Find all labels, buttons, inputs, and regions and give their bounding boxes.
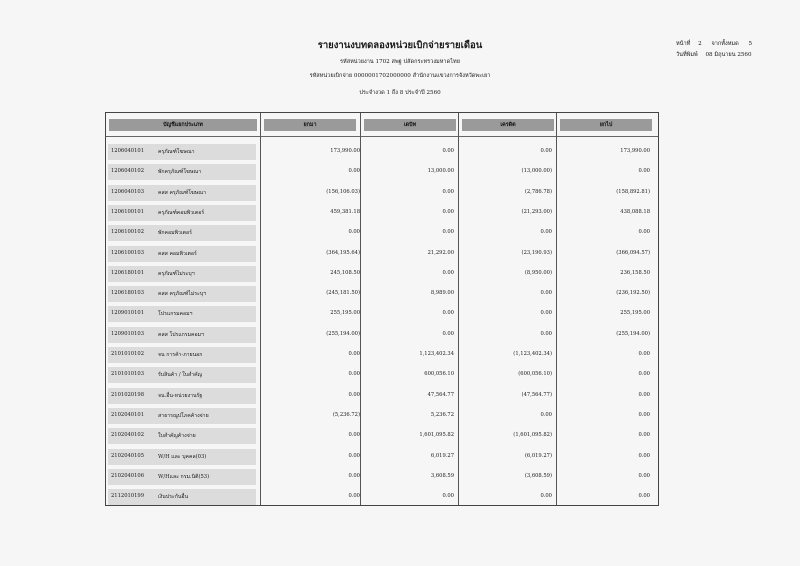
carried-forward-value: 0.00 (638, 493, 650, 500)
carried-forward-value: 0.00 (638, 411, 650, 418)
debit-value: 21,292.00 (427, 249, 454, 256)
page-number: 2 (698, 41, 702, 47)
page-of-label: จากทั้งหมด (711, 41, 739, 47)
account-name: จน การค้า-ภายนอก (158, 352, 203, 358)
account-name: คสส โปรแกรมคอมฯ (158, 331, 204, 338)
account-name: พักครุภัณฑ์โฆษณา (158, 169, 202, 176)
debit-value: 0.00 (442, 493, 454, 500)
account-code: 2102040101 (111, 411, 145, 418)
account-name: ใบสำคัญค้างจ่าย (158, 433, 196, 440)
brought-forward-value: 0.00 (348, 472, 360, 479)
credit-value: (23,190.93) (521, 249, 552, 256)
debit-value: 600,056.10 (424, 371, 454, 378)
credit-value: 0.00 (540, 330, 552, 337)
carried-forward-value: (236,192.50) (616, 290, 650, 297)
page-total: 5 (748, 41, 753, 47)
carried-forward-value: 0.00 (638, 472, 650, 479)
credit-value: (21,293.00) (521, 208, 552, 215)
debit-value: 0.00 (442, 330, 454, 337)
table-row (106, 202, 658, 224)
header-debit: เดบิท (364, 119, 456, 131)
credit-value: (1,123,402.34) (513, 351, 552, 357)
carried-forward-value: 0.00 (638, 452, 650, 459)
table-row (106, 303, 658, 325)
credit-value: 0.00 (540, 493, 552, 500)
table-row (106, 364, 658, 386)
account-code: 1206100103 (111, 249, 145, 256)
credit-value: (13,000.00) (521, 168, 552, 175)
account-code: 2101010103 (111, 371, 145, 378)
account-code: 1206100101 (111, 208, 145, 215)
brought-forward-value: 173,990.00 (330, 148, 360, 154)
debit-value: 0.00 (442, 269, 454, 276)
account-name: ครุภัณฑ์ไม่ระบุฯ (158, 270, 195, 277)
debit-value: 1,601,095.82 (419, 432, 454, 439)
debit-value: 6,019.27 (430, 452, 454, 459)
account-code: 1209010101 (111, 310, 145, 317)
brought-forward-value: 255,195.00 (330, 310, 360, 317)
table-row (106, 283, 658, 305)
brought-forward-value: 0.00 (348, 229, 360, 236)
account-name: พักคอมพิวเตอร์ (158, 230, 192, 237)
account-name: W/H และ บุคคล(03) (158, 453, 207, 460)
account-name: เงินประกันอื่น (158, 494, 189, 501)
credit-value: 0.00 (540, 229, 552, 236)
brought-forward-value: 0.00 (348, 432, 360, 439)
table-row (106, 263, 658, 285)
debit-value: 8,989.00 (430, 290, 454, 297)
agency-line: รหัสหน่วยงาน 1702 สพฐ ปลัดกระทรวงมหาดไทย (340, 59, 460, 65)
carried-forward-value: 0.00 (638, 391, 650, 398)
table-row (106, 141, 658, 163)
table-row (106, 161, 658, 183)
brought-forward-value: 245,108.50 (330, 269, 360, 276)
header-divider (106, 136, 658, 137)
credit-value: 0.00 (540, 290, 552, 297)
debit-value: 0.00 (442, 310, 454, 317)
table-header (106, 113, 658, 137)
print-date-info (676, 51, 752, 59)
credit-value: (6,019.27) (524, 452, 552, 459)
account-name: สาธารณูปโภคค้างจ่าย (158, 412, 209, 419)
brought-forward-value: 459,381.18 (330, 208, 360, 215)
account-name: ครุภัณฑ์โฆษณา (158, 149, 195, 155)
page-label: หน้าที่ (676, 41, 691, 47)
brought-forward-value: (5,236.72) (332, 411, 360, 418)
print-date: 08 มิถุนายน 2560 (705, 52, 752, 58)
table-row (106, 466, 658, 488)
brought-forward-value: (156,106.03) (326, 188, 360, 195)
account-code: 2102040105 (111, 452, 145, 459)
brought-forward-value: 0.00 (348, 168, 360, 175)
header-carried-forward: ยกไป (560, 119, 652, 131)
brought-forward-value: (364,195.64) (326, 249, 360, 256)
account-code: 1206180101 (111, 269, 145, 276)
credit-value: 0.00 (540, 310, 552, 317)
table-row (106, 486, 658, 508)
debit-value: 47,564.77 (427, 391, 454, 398)
account-code: 1209010103 (111, 330, 145, 337)
credit-value: 0.00 (540, 411, 552, 418)
credit-value: 0.00 (540, 148, 552, 154)
carried-forward-value: 173,990.00 (620, 148, 650, 154)
table-row (106, 405, 658, 427)
account-code: 2112010199 (111, 493, 145, 500)
debit-value: 3,608.59 (430, 472, 454, 479)
table-row (106, 425, 658, 447)
brought-forward-value: (245,181.50) (326, 290, 360, 297)
table-row (106, 344, 658, 366)
report-title: รายงานงบทดลองหน่วยเบิกจ่ายรายเดือน (317, 40, 483, 51)
credit-value: (8,950.00) (524, 269, 552, 276)
carried-forward-value: (366,094.57) (616, 249, 650, 256)
account-code: 1206040101 (111, 148, 145, 154)
credit-value: (3,608.59) (524, 472, 552, 479)
carried-forward-value: 0.00 (638, 351, 650, 357)
account-code: 1206040103 (111, 188, 145, 195)
debit-value: 1,123,402.34 (419, 351, 454, 357)
unit-line: รหัสหน่วยเบิกจ่าย 0000001702000000 สำนักงานแขวงการจังหวัดพะเยา (309, 73, 491, 79)
carried-forward-value: (158,892.81) (616, 188, 650, 195)
credit-value: (47,564.77) (521, 391, 552, 398)
debit-value: 5,236.72 (430, 411, 454, 418)
account-code: 2102040106 (111, 472, 145, 479)
account-code: 2101020198 (111, 391, 145, 398)
table-row (106, 385, 658, 407)
account-name: ครุภัณฑ์คอมพิวเตอร์ (158, 209, 205, 216)
account-code: 2102040102 (111, 432, 145, 439)
credit-value: (2,786.78) (524, 188, 552, 195)
table-row (106, 243, 658, 265)
brought-forward-value: 0.00 (348, 391, 360, 398)
debit-value: 0.00 (442, 208, 454, 215)
debit-value: 0.00 (442, 229, 454, 236)
header-credit: เครดิต (462, 119, 554, 131)
credit-value: (600,056.10) (518, 371, 552, 378)
brought-forward-value: 0.00 (348, 493, 360, 500)
credit-value: (1,601,095.82) (513, 432, 552, 439)
debit-value: 0.00 (442, 188, 454, 195)
table-row (106, 446, 658, 468)
table-row (106, 222, 658, 244)
carried-forward-value: 438,088.18 (620, 208, 650, 215)
account-code: 1206180103 (111, 290, 145, 297)
brought-forward-value: 0.00 (348, 452, 360, 459)
brought-forward-value: (255,194.00) (326, 330, 360, 337)
account-name: จน.อื่น-หน่วยงานรัฐ (158, 392, 203, 399)
account-name: คสส คอมพิวเตอร์ (158, 250, 197, 257)
account-name: คสส ครุภัณฑ์ไม่ระบุฯ (158, 291, 207, 298)
account-code: 1206040102 (111, 168, 145, 175)
carried-forward-value: 0.00 (638, 371, 650, 378)
period-line: ประจำงวด 1 ถึง 8 ประจำปี 2560 (359, 90, 441, 96)
brought-forward-value: 0.00 (348, 371, 360, 378)
account-name: คสส ครุภัณฑ์โฆษณา (158, 189, 207, 196)
print-date-label: วันที่พิมพ์ (676, 52, 698, 58)
debit-value: 0.00 (442, 148, 454, 154)
debit-value: 13,000.00 (427, 168, 454, 175)
table-row (106, 182, 658, 204)
carried-forward-value: 0.00 (638, 168, 650, 175)
account-name: โปรแกรมคอมฯ (158, 311, 193, 318)
account-name: W/Hและ กรม.นิติ(53) (158, 473, 210, 480)
carried-forward-value: (255,194.00) (616, 330, 650, 337)
trial-balance-table (105, 112, 659, 506)
table-row (106, 324, 658, 346)
carried-forward-value: 255,195.00 (620, 310, 650, 317)
brought-forward-value: 0.00 (348, 351, 360, 357)
carried-forward-value: 0.00 (638, 229, 650, 236)
header-brought-forward: ยกมา (264, 119, 356, 131)
page-info (676, 40, 752, 48)
carried-forward-value: 236,158.50 (620, 269, 650, 276)
account-code: 2101010102 (111, 351, 145, 357)
header-account: บัญชีแยกประเภท (109, 119, 257, 131)
account-code: 1206100102 (111, 229, 145, 236)
carried-forward-value: 0.00 (638, 432, 650, 439)
account-name: รับสินค้า / ใบสำคัญ (158, 372, 203, 379)
